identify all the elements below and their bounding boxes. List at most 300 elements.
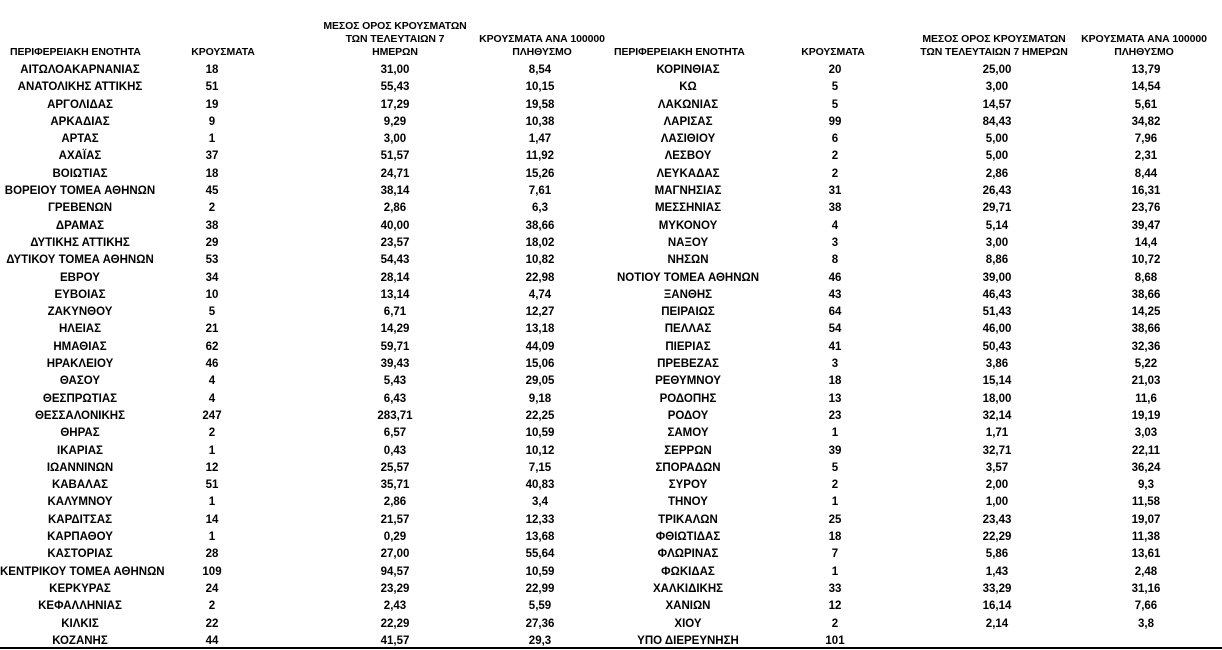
per100k-cell: 10,59: [525, 427, 555, 440]
table-row: [0, 616, 612, 633]
avg7-cell: 17,29: [380, 98, 410, 111]
cases-cell: 37: [205, 150, 219, 163]
avg7-cell: 38,14: [380, 185, 410, 198]
cases-cell: 3: [831, 236, 839, 249]
cases-cell: 33: [828, 582, 842, 595]
per100k-cell: 10,12: [525, 444, 555, 457]
cases-cell: 2: [208, 427, 216, 440]
avg7-cell: 39,43: [380, 358, 410, 371]
avg7-cell: 6,57: [383, 427, 407, 440]
region-name: ΚΑΡΠΑΘΟΥ: [47, 531, 113, 544]
per100k-cell: 8,54: [528, 64, 552, 76]
region-name: ΛΑΚΩΝΙΑΣ: [657, 98, 719, 111]
per100k-cell: 12,27: [525, 306, 555, 319]
avg7-cell: 28,14: [380, 271, 410, 284]
per100k-cell: 12,33: [525, 513, 555, 526]
per100k-cell: 2,48: [1134, 565, 1158, 578]
table-row: [0, 564, 612, 581]
table-row: [612, 477, 1222, 494]
region-name: ΝΟΤΙΟΥ ΤΟΜΕΑ ΑΘΗΝΩΝ: [616, 271, 760, 284]
table-row: [612, 598, 1222, 615]
per100k-cell: 15,26: [525, 167, 555, 180]
avg7-cell: 3,00: [985, 81, 1009, 94]
avg7-cell: 14,29: [380, 323, 410, 336]
per100k-cell: 15,06: [525, 358, 555, 371]
cases-cell: 13: [828, 392, 842, 405]
avg7-cell: 5,00: [985, 150, 1009, 163]
table-row: [612, 443, 1222, 460]
cases-cell: 5: [831, 98, 839, 111]
per100k-cell: 7,15: [528, 461, 552, 474]
avg7-cell: 32,71: [982, 444, 1012, 457]
region-name: ΚΙΛΚΙΣ: [61, 617, 99, 630]
per100k-cell: 22,98: [525, 271, 555, 284]
region-name: ΘΑΣΟΥ: [59, 375, 101, 388]
avg7-cell: 25,00: [982, 64, 1012, 76]
table-row: [612, 356, 1222, 373]
per100k-cell: 34,82: [1131, 115, 1161, 128]
region-name: ΡΟΔΟΥ: [667, 409, 709, 422]
region-name: ΑΡΓΟΛΙΔΑΣ: [47, 98, 113, 111]
per100k-cell: 11,58: [1131, 496, 1161, 509]
avg7-cell: 13,14: [380, 288, 410, 301]
cases-cell: 18: [205, 167, 219, 180]
table-row: [0, 391, 612, 408]
region-name: ΚΕΦΑΛΛΗΝΙΑΣ: [38, 600, 122, 613]
region-name: ΑΧΑΪΑΣ: [58, 150, 102, 163]
avg7-cell: 23,57: [380, 236, 410, 249]
table-row: [612, 97, 1222, 114]
table-row: [0, 546, 612, 563]
avg7-cell: 0,43: [383, 444, 407, 457]
avg7-cell: 5,00: [985, 133, 1009, 146]
avg7-cell: 51,57: [380, 150, 410, 163]
avg7-cell: 22,29: [982, 531, 1012, 544]
table-row: [612, 408, 1222, 425]
per100k-cell: 14,25: [1131, 306, 1161, 319]
per100k-cell: 19,58: [525, 98, 555, 111]
per100k-cell: 38,66: [1131, 288, 1161, 301]
table-row: [612, 79, 1222, 96]
cases-cell: 1: [208, 444, 216, 457]
table-row: [612, 148, 1222, 165]
avg7-cell: 9,29: [383, 115, 407, 128]
per100k-cell: 10,59: [525, 565, 555, 578]
table-row: [612, 460, 1222, 477]
per100k-cell: 9,3: [1138, 479, 1154, 492]
table-row: [612, 425, 1222, 442]
per100k-cell: 6,3: [532, 202, 548, 215]
cases-cell: 45: [205, 185, 219, 198]
cases-cell: 64: [828, 306, 842, 319]
per100k-cell: 19,19: [1131, 409, 1161, 422]
per100k-cell: 13,68: [525, 531, 555, 544]
avg7-cell: 46,43: [982, 288, 1012, 301]
table-row: [0, 62, 612, 79]
region-name: ΣΑΜΟΥ: [667, 427, 709, 440]
region-name: ΚΟΡΙΝΘΙΑΣ: [656, 64, 720, 76]
cases-cell: 109: [202, 565, 222, 578]
region-name: ΛΑΡΙΣΑΣ: [663, 115, 713, 128]
region-name: ΧΑΝΙΩΝ: [665, 600, 711, 613]
per100k-cell: 5,59: [528, 600, 552, 613]
cases-cell: 38: [205, 219, 219, 232]
per100k-cell: 11,38: [1131, 531, 1161, 544]
right-table-body: [612, 62, 1222, 650]
region-name: ΡΕΘΥΜΝΟΥ: [655, 375, 721, 388]
table-row: [0, 408, 612, 425]
region-name: ΚΟΖΑΝΗΣ: [52, 634, 108, 647]
cases-cell: 2: [831, 150, 839, 163]
region-name: ΑΡΤΑΣ: [61, 133, 99, 146]
header-cases: ΚΡΟΥΣΜΑΤΑ: [801, 46, 865, 58]
avg7-cell: 1,43: [985, 565, 1009, 578]
cases-cell: 62: [205, 340, 219, 353]
table-row: [612, 494, 1222, 511]
per100k-cell: 10,15: [525, 81, 555, 94]
region-name: ΔΡΑΜΑΣ: [55, 219, 105, 232]
table-row: [0, 339, 612, 356]
table-row: [612, 270, 1222, 287]
cases-cell: 41: [828, 340, 842, 353]
avg7-cell: 33,29: [982, 582, 1012, 595]
cases-cell: 1: [831, 565, 839, 578]
per100k-cell: 5,22: [1134, 358, 1158, 371]
header-per100k: ΚΡΟΥΣΜΑΤΑ ΑΝΑ 100000 ΠΛΗΘΥΣΜΟ: [479, 33, 605, 58]
avg7-cell: 5,14: [985, 219, 1009, 232]
cases-cell: 46: [205, 358, 219, 371]
table-row: [612, 373, 1222, 390]
region-name: ΕΒΡΟΥ: [60, 271, 100, 284]
avg7-cell: 15,14: [982, 375, 1012, 388]
avg7-cell: 23,29: [380, 582, 410, 595]
region-name: ΑΙΤΩΛΟΑΚΑΡΝΑΝΙΑΣ: [20, 64, 140, 76]
region-name: ΗΡΑΚΛΕΙΟΥ: [46, 358, 114, 371]
avg7-cell: 40,00: [380, 219, 410, 232]
per100k-cell: 16,31: [1131, 185, 1161, 198]
avg7-cell: 5,43: [383, 375, 407, 388]
avg7-cell: 2,86: [985, 167, 1009, 180]
per100k-cell: 40,83: [525, 479, 555, 492]
table-row: [612, 512, 1222, 529]
avg7-cell: 3,86: [985, 358, 1009, 371]
region-name: ΠΡΕΒΕΖΑΣ: [657, 358, 719, 371]
table-row: [0, 598, 612, 615]
cases-cell: 18: [205, 64, 219, 76]
table-row: [612, 166, 1222, 183]
avg7-cell: 22,29: [380, 617, 410, 630]
table-row: [0, 373, 612, 390]
region-name: ΔΥΤΙΚΟΥ ΤΟΜΕΑ ΑΘΗΝΩΝ: [6, 254, 154, 267]
cases-cell: 99: [828, 115, 842, 128]
region-name: ΕΥΒΟΙΑΣ: [54, 288, 106, 301]
cases-cell: 19: [205, 98, 219, 111]
per100k-cell: 11,6: [1135, 392, 1157, 405]
table-row: [612, 391, 1222, 408]
header-cases: ΚΡΟΥΣΜΑΤΑ: [191, 46, 255, 58]
per100k-cell: 4,74: [528, 288, 552, 301]
region-name: ΛΑΣΙΘΙΟΥ: [660, 133, 716, 146]
region-name: ΜΥΚΟΝΟΥ: [658, 219, 718, 232]
table-row: [612, 287, 1222, 304]
per100k-cell: 14,54: [1131, 81, 1161, 94]
cases-cell: 7: [831, 548, 839, 561]
cases-cell: 4: [831, 219, 839, 232]
avg7-cell: 3,00: [985, 236, 1009, 249]
avg7-cell: 59,71: [380, 340, 410, 353]
cases-cell: 53: [205, 254, 219, 267]
per100k-cell: 13,18: [525, 323, 555, 336]
table-row: [0, 97, 612, 114]
region-name: ΙΚΑΡΙΑΣ: [57, 444, 103, 457]
region-name: ΒΟΡΕΙΟΥ ΤΟΜΕΑ ΑΘΗΝΩΝ: [4, 185, 156, 198]
per100k-cell: 11,92: [525, 150, 555, 163]
avg7-cell: 24,71: [380, 167, 410, 180]
table-row: [0, 114, 612, 131]
avg7-cell: 18,00: [982, 392, 1012, 405]
table-row: [612, 218, 1222, 235]
avg7-cell: 27,00: [380, 548, 410, 561]
avg7-cell: 21,57: [380, 513, 410, 526]
avg7-cell: 3,57: [985, 461, 1009, 474]
region-name: ΜΕΣΣΗΝΙΑΣ: [654, 202, 722, 215]
cases-cell: 31: [828, 185, 842, 198]
per100k-cell: 1,47: [528, 133, 552, 146]
region-name: ΙΩΑΝΝΙΝΩΝ: [46, 461, 114, 474]
table-row: [0, 148, 612, 165]
cases-cell: 5: [831, 461, 839, 474]
cases-cell: 4: [208, 375, 216, 388]
cases-cell: 18: [828, 531, 842, 544]
avg7-cell: 51,43: [982, 306, 1012, 319]
region-name: ΠΕΛΛΑΣ: [664, 323, 712, 336]
per100k-cell: 29,3: [528, 634, 552, 647]
avg7-cell: 5,86: [985, 548, 1009, 561]
table-row: [0, 200, 612, 217]
cases-cell: 38: [828, 202, 842, 215]
cases-cell: 12: [205, 461, 219, 474]
region-name: ΦΘΙΩΤΙΔΑΣ: [655, 531, 721, 544]
per100k-cell: 13,61: [1131, 548, 1161, 561]
region-name: ΘΕΣΠΡΩΤΙΑΣ: [42, 392, 118, 405]
cases-cell: 24: [205, 582, 219, 595]
table-row: [0, 425, 612, 442]
region-name: ΚΕΡΚΥΡΑΣ: [49, 582, 111, 595]
cases-cell: 23: [828, 409, 842, 422]
cases-cell: 2: [831, 617, 839, 630]
cases-cell: 18: [828, 375, 842, 388]
region-name: ΘΗΡΑΣ: [60, 427, 100, 440]
header-unit: ΠΕΡΙΦΕΡΕΙΑΚΗ ΕΝΟΤΗΤΑ: [10, 46, 141, 58]
avg7-cell: 2,86: [383, 496, 407, 509]
per100k-cell: 21,03: [1131, 375, 1161, 388]
table-row: [612, 252, 1222, 269]
per100k-cell: 7,96: [1134, 133, 1158, 146]
region-name: ΛΕΣΒΟΥ: [664, 150, 712, 163]
region-name: ΒΟΙΩΤΙΑΣ: [52, 167, 108, 180]
region-name: ΘΕΣΣΑΛΟΝΙΚΗΣ: [34, 409, 126, 422]
avg7-cell: 14,57: [982, 98, 1012, 111]
table-row: [612, 321, 1222, 338]
region-name: ΑΡΚΑΔΙΑΣ: [50, 115, 110, 128]
avg7-cell: 23,43: [982, 513, 1012, 526]
table-row: [0, 581, 612, 598]
left-table-body: [0, 62, 612, 650]
region-name: ΚΕΝΤΡΙΚΟΥ ΤΟΜΕΑ ΑΘΗΝΩΝ: [0, 565, 165, 578]
region-name: ΤΗΝΟΥ: [668, 496, 708, 509]
table-row: [0, 304, 612, 321]
table-row: [0, 235, 612, 252]
region-name: ΓΡΕΒΕΝΩΝ: [47, 202, 113, 215]
region-name: ΝΗΣΩΝ: [667, 254, 709, 267]
region-name: ΚΑΡΔΙΤΣΑΣ: [47, 513, 113, 526]
per100k-cell: 10,82: [525, 254, 555, 267]
region-name: ΖΑΚΥΝΘΟΥ: [47, 306, 113, 319]
per100k-cell: 38,66: [1131, 323, 1161, 336]
per100k-cell: 10,72: [1131, 254, 1161, 267]
table-row: [0, 512, 612, 529]
avg7-cell: 2,14: [985, 617, 1009, 630]
right-table-header: [612, 0, 1222, 62]
table-row: [0, 218, 612, 235]
cases-cell: 12: [828, 600, 842, 613]
cases-cell: 247: [202, 409, 222, 422]
header-avg7: ΜΕΣΟΣ ΟΡΟΣ ΚΡΟΥΣΜΑΤΩΝ ΤΩΝ ΤΕΛΕΥΤΑΙΩΝ 7 ΗΜΕΡΩΝ: [323, 20, 467, 58]
region-name: ΚΑΣΤΟΡΙΑΣ: [47, 548, 113, 561]
avg7-cell: 1,00: [985, 496, 1009, 509]
cases-cell: 6: [831, 133, 839, 146]
left-table-header: [0, 0, 612, 62]
cases-cell: 9: [208, 115, 216, 128]
per100k-cell: 3,4: [532, 496, 548, 509]
cases-cell: 1: [831, 496, 839, 509]
per100k-cell: 5,61: [1134, 98, 1158, 111]
table-row: [0, 183, 612, 200]
per100k-cell: 3,8: [1138, 617, 1154, 630]
table-row: [612, 183, 1222, 200]
region-name: ΠΕΙΡΑΙΩΣ: [661, 306, 715, 319]
avg7-cell: 31,00: [380, 64, 410, 76]
table-row: [0, 166, 612, 183]
avg7-cell: 2,00: [985, 479, 1009, 492]
per100k-cell: 18,02: [525, 236, 555, 249]
region-name: ΧΙΟΥ: [674, 617, 702, 630]
cases-cell: 28: [205, 548, 219, 561]
per100k-cell: 32,36: [1131, 340, 1161, 353]
per100k-cell: 44,09: [525, 340, 555, 353]
per100k-cell: 19,07: [1131, 513, 1161, 526]
avg7-cell: 26,43: [982, 185, 1012, 198]
per100k-cell: 7,66: [1134, 600, 1158, 613]
region-name: ΤΡΙΚΑΛΩΝ: [658, 513, 718, 526]
per100k-cell: 10,38: [525, 115, 555, 128]
region-name: ΠΙΕΡΙΑΣ: [665, 340, 711, 353]
table-row: [612, 304, 1222, 321]
region-name: ΣΠΟΡΑΔΩΝ: [655, 461, 721, 474]
per100k-cell: 55,64: [525, 548, 555, 561]
table-row: [612, 616, 1222, 633]
avg7-cell: 25,57: [380, 461, 410, 474]
table-row: [0, 529, 612, 546]
table-row: [612, 339, 1222, 356]
per100k-cell: 27,36: [525, 617, 555, 630]
avg7-cell: 50,43: [982, 340, 1012, 353]
table-row: [0, 460, 612, 477]
avg7-cell: 3,00: [383, 133, 407, 146]
table-row: [612, 581, 1222, 598]
cases-cell: 1: [208, 531, 216, 544]
avg7-cell: 283,71: [377, 409, 413, 422]
region-name: ΗΛΕΙΑΣ: [58, 323, 102, 336]
region-name: ΚΩ: [679, 81, 697, 94]
cases-cell: 2: [208, 600, 216, 613]
region-name: ΦΛΩΡΙΝΑΣ: [657, 548, 719, 561]
region-name: ΛΕΥΚΑΔΑΣ: [656, 167, 720, 180]
cases-cell: 46: [828, 271, 842, 284]
per100k-cell: 9,18: [528, 392, 552, 405]
header-avg7: ΜΕΣΟΣ ΟΡΟΣ ΚΡΟΥΣΜΑΤΩΝ ΤΩΝ ΤΕΛΕΥΤΑΙΩΝ 7 ΗΜΕΡΩΝ: [920, 33, 1068, 58]
cases-cell: 1: [208, 133, 216, 146]
per100k-cell: 8,68: [1134, 271, 1158, 284]
header-unit: ΠΕΡΙΦΕΡΕΙΑΚΗ ΕΝΟΤΗΤΑ: [614, 46, 745, 58]
region-name: ΦΩΚΙΔΑΣ: [661, 565, 715, 578]
region-name: ΚΑΒΑΛΑΣ: [51, 479, 109, 492]
cases-cell: 22: [205, 617, 219, 630]
region-name: ΚΑΛΥΜΝΟΥ: [47, 496, 113, 509]
cases-cell: 2: [208, 202, 216, 215]
per100k-cell: 29,05: [525, 375, 555, 388]
table-row: [0, 477, 612, 494]
per100k-cell: 39,47: [1131, 219, 1161, 232]
per100k-cell: 7,61: [528, 185, 552, 198]
table-row: [612, 564, 1222, 581]
per100k-cell: 14,4: [1134, 236, 1158, 249]
cases-cell: 25: [828, 513, 842, 526]
table-row: [0, 494, 612, 511]
cases-cell: 14: [205, 513, 219, 526]
avg7-cell: 94,57: [380, 565, 410, 578]
per100k-cell: 3,03: [1134, 427, 1158, 440]
table-row: [612, 114, 1222, 131]
table-row: [0, 131, 612, 148]
cases-cell: 39: [828, 444, 842, 457]
cases-cell: 20: [828, 64, 842, 76]
region-name: ΞΑΝΘΗΣ: [663, 288, 713, 301]
cases-cell: 8: [831, 254, 839, 267]
table-row: [612, 546, 1222, 563]
region-name: ΡΟΔΟΠΗΣ: [659, 392, 717, 405]
per100k-cell: 31,16: [1131, 582, 1161, 595]
table-row: [0, 321, 612, 338]
per100k-cell: 13,79: [1131, 64, 1161, 76]
region-name: ΗΜΑΘΙΑΣ: [53, 340, 107, 353]
cases-cell: 34: [205, 271, 219, 284]
avg7-cell: 6,71: [383, 306, 407, 319]
cases-cell: 51: [205, 479, 219, 492]
cases-cell: 29: [205, 236, 219, 249]
cases-cell: 3: [831, 358, 839, 371]
region-name: ΝΑΞΟΥ: [667, 236, 709, 249]
avg7-cell: 41,57: [380, 634, 410, 647]
avg7-cell: 55,43: [380, 81, 410, 94]
per100k-cell: 8,44: [1134, 167, 1158, 180]
table-row: [612, 235, 1222, 252]
region-name: ΣΕΡΡΩΝ: [664, 444, 712, 457]
cases-cell: 51: [205, 81, 219, 94]
cases-cell: 4: [208, 392, 216, 405]
avg7-cell: 46,00: [982, 323, 1012, 336]
per100k-cell: 38,66: [525, 219, 555, 232]
